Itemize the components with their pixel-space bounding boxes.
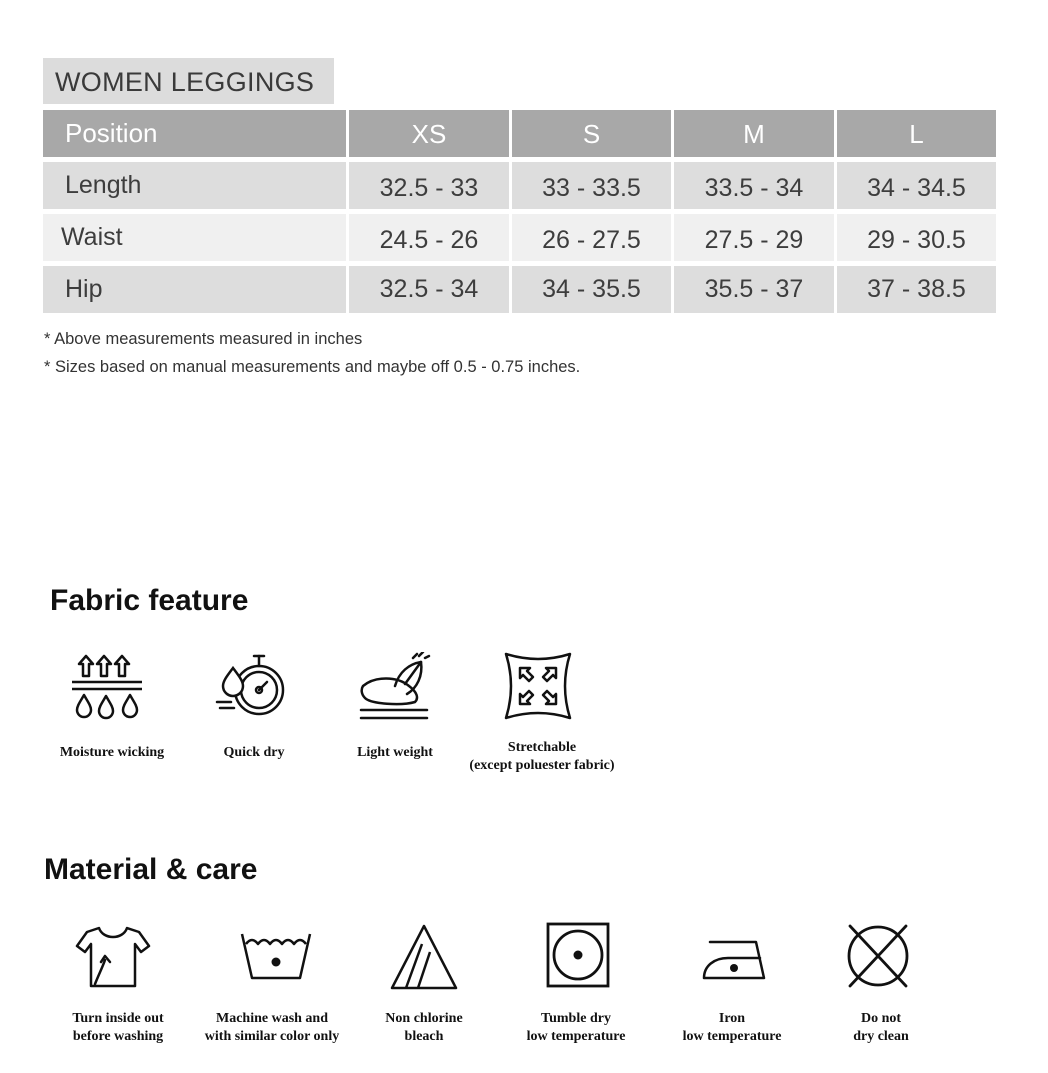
- care-label-do-not-dry-clean: Do not dry clean: [853, 1011, 909, 1044]
- table-cell: 33.5 - 34: [674, 162, 834, 209]
- material-care-title: Material & care: [44, 853, 258, 886]
- header-cell-xs: XS: [349, 110, 509, 157]
- row-label: Length: [43, 162, 346, 209]
- care-label-iron: Iron low temperature: [682, 1011, 782, 1044]
- care-label-machine-wash: Machine wash and with similar color only: [204, 1011, 340, 1044]
- table-cell: 34 - 34.5: [837, 162, 996, 209]
- row-label: Waist: [43, 214, 346, 261]
- stretchable-icon: [500, 650, 576, 727]
- care-label-tumble-dry: Tumble dry low temperature: [526, 1011, 626, 1044]
- moisture-wicking-icon: [70, 652, 146, 727]
- row-label: Hip: [43, 266, 346, 313]
- table-cell: 32.5 - 34: [349, 266, 509, 313]
- table-cell: 37 - 38.5: [837, 266, 996, 313]
- no-dry-clean-icon: [838, 920, 918, 997]
- table-cell: 34 - 35.5: [512, 266, 671, 313]
- header-cell-l: L: [837, 110, 996, 157]
- header-cell-s: S: [512, 110, 671, 157]
- page-title: WOMEN LEGGINGS: [43, 58, 334, 104]
- fabric-feature-title: Fabric feature: [50, 584, 249, 617]
- table-cell: 35.5 - 37: [674, 266, 834, 313]
- care-label-non-chlorine-bleach: Non chlorine bleach: [385, 1011, 463, 1044]
- light-weight-icon: [355, 652, 431, 727]
- feature-label-light-weight: Light weight: [357, 745, 433, 760]
- iron-low-icon: [694, 922, 774, 997]
- machine-wash-icon: [236, 922, 316, 997]
- header-cell-m: M: [674, 110, 834, 157]
- feature-label-quick-dry: Quick dry: [223, 745, 285, 760]
- feature-label-stretchable: Stretchable (except poluester fabric): [469, 740, 615, 773]
- table-cell: 26 - 27.5: [512, 214, 671, 261]
- header-cell-position: Position: [43, 110, 346, 157]
- tumble-dry-low-icon: [538, 920, 618, 997]
- table-cell: 33 - 33.5: [512, 162, 671, 209]
- table-cell: 32.5 - 33: [349, 162, 509, 209]
- table-cell: 27.5 - 29: [674, 214, 834, 261]
- feature-label-moisture-wicking: Moisture wicking: [59, 745, 165, 760]
- quick-dry-icon: [213, 652, 289, 727]
- table-cell: 29 - 30.5: [837, 214, 996, 261]
- note-measurement-units: * Above measurements measured in inches: [44, 330, 363, 348]
- note-measurement-tolerance: * Sizes based on manual measurements and maybe off 0.5 - 0.75 inches.: [44, 358, 581, 376]
- table-cell: 24.5 - 26: [349, 214, 509, 261]
- non-chlorine-bleach-icon: [384, 922, 464, 997]
- care-label-turn-inside-out: Turn inside out before washing: [72, 1011, 164, 1044]
- inside-out-shirt-icon: [73, 922, 153, 997]
